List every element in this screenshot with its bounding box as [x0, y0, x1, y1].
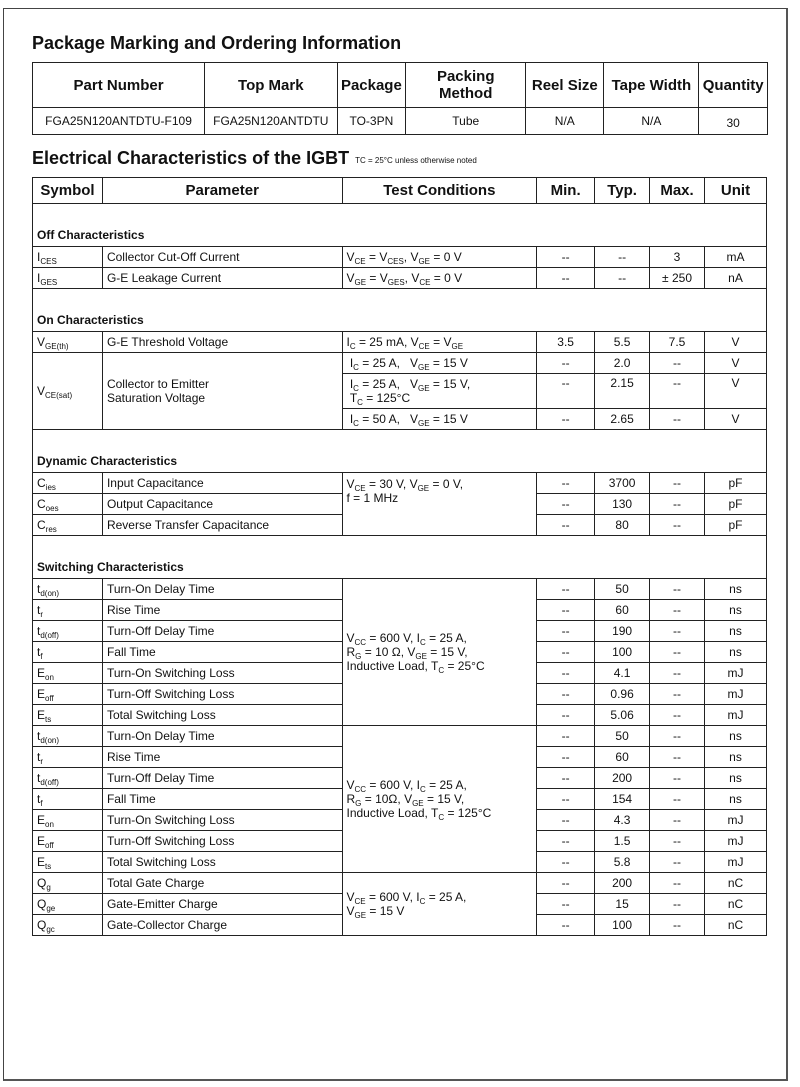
max: --	[650, 579, 705, 600]
typ: 50	[595, 726, 650, 747]
quantity: 30	[699, 108, 768, 135]
parameter: Turn-On Switching Loss	[102, 810, 342, 831]
max: --	[650, 873, 705, 894]
unit: nC	[705, 873, 767, 894]
max: --	[650, 663, 705, 684]
min: --	[537, 621, 595, 642]
test-conditions: $V_{CC} = 600$ V, $I_C = 25$ A, $R_G = 10$ Ω, $V_{GE} = 15$ V, Inductive Load, $T_C = 25^\circ C$	[342, 579, 537, 726]
max: --	[650, 810, 705, 831]
max: --	[650, 494, 705, 515]
unit: V	[705, 353, 767, 374]
typ: 50	[595, 579, 650, 600]
min: --	[537, 374, 595, 409]
test-conditions: $V_{CE} = 30$ V, $V_{GE} = 0$ V, f = 1 MHz	[342, 473, 537, 536]
typ: 100	[595, 915, 650, 936]
symbol: $C_{ies}$	[33, 473, 103, 494]
typ: --	[595, 247, 650, 268]
table-row	[33, 873, 767, 894]
unit: mJ	[705, 831, 767, 852]
typ: 4.1	[595, 663, 650, 684]
max: --	[650, 600, 705, 621]
parameter: Rise Time	[102, 747, 342, 768]
table-row	[33, 579, 767, 600]
tape-width: N/A	[604, 108, 699, 135]
parameter: G-E Threshold Voltage	[102, 332, 342, 353]
symbol: $I_{CES}$	[33, 247, 103, 268]
min: --	[537, 247, 595, 268]
max: --	[650, 409, 705, 430]
group-label: On Characteristics	[33, 289, 767, 332]
typ: 130	[595, 494, 650, 515]
parameter: Total Switching Loss	[102, 705, 342, 726]
table-row	[33, 247, 767, 268]
max: --	[650, 684, 705, 705]
min: --	[537, 831, 595, 852]
unit: mJ	[705, 852, 767, 873]
max: --	[650, 726, 705, 747]
parameter: Total Gate Charge	[102, 873, 342, 894]
min: --	[537, 409, 595, 430]
unit: V	[705, 374, 767, 409]
typ: 3700	[595, 473, 650, 494]
symbol: $t_{d(on)}$	[33, 579, 103, 600]
col-parameter: Parameter	[102, 178, 342, 204]
max: --	[650, 473, 705, 494]
min: 3.5	[537, 332, 595, 353]
max: 7.5	[650, 332, 705, 353]
parameter: Reverse Transfer Capacitance	[102, 515, 342, 536]
group-label: Dynamic Characteristics	[33, 430, 767, 473]
test-conditions: $V_{GE} = V_{GES}$, $V_{CE} = 0$ V	[342, 268, 537, 289]
test-conditions: $V_{CC} = 600$ V, $I_C = 25$ A, $R_G = 10\Omega$, $V_{GE} = 15$ V, Inductive Load, $T_C = 125^\circ C$	[342, 726, 537, 873]
table-row	[33, 473, 767, 494]
symbol: $E_{off}$	[33, 684, 103, 705]
symbol: $E_{off}$	[33, 831, 103, 852]
unit: V	[705, 409, 767, 430]
symbol: $t_f$	[33, 789, 103, 810]
col-quantity: Quantity	[699, 63, 768, 108]
test-conditions: $I_C = 25$ A, $V_{GE} = 15$ V	[342, 353, 537, 374]
min: --	[537, 810, 595, 831]
symbol: $t_f$	[33, 642, 103, 663]
min: --	[537, 705, 595, 726]
unit: nC	[705, 915, 767, 936]
unit: ns	[705, 600, 767, 621]
electrical-title	[32, 148, 477, 169]
typ: --	[595, 268, 650, 289]
symbol: $E_{ts}$	[33, 705, 103, 726]
ordering-title: Package Marking and Ordering Information	[32, 33, 402, 53]
test-conditions: $I_C = 25$ A, $V_{GE} = 15$ V, $T_C = 125^\circ C$	[342, 374, 537, 409]
col-typ: Typ.	[595, 178, 650, 204]
electrical-table	[32, 177, 767, 936]
symbol: $Q_g$	[33, 873, 103, 894]
packing-method-label: Packing Method	[436, 68, 495, 102]
parameter: Output Capacitance	[102, 494, 342, 515]
parameter: Turn-On Switching Loss	[102, 663, 342, 684]
ordering-table	[32, 62, 768, 135]
min: --	[537, 268, 595, 289]
group-dynamic	[33, 430, 767, 473]
unit: V	[705, 332, 767, 353]
test-conditions: $I_C = 25$ mA, $V_{CE} = V_{GE}$	[342, 332, 537, 353]
min: --	[537, 663, 595, 684]
parameter: G-E Leakage Current	[102, 268, 342, 289]
part-number: FGA25N120ANTDTU-F109	[33, 108, 205, 135]
min: --	[537, 747, 595, 768]
unit: mJ	[705, 705, 767, 726]
unit: mJ	[705, 810, 767, 831]
parameter: Turn-Off Switching Loss	[102, 684, 342, 705]
max: --	[650, 374, 705, 409]
min: --	[537, 579, 595, 600]
parameter: Turn-On Delay Time	[102, 726, 342, 747]
symbol: $t_{d(off)}$	[33, 768, 103, 789]
typ: 2.15	[595, 374, 650, 409]
unit: mJ	[705, 684, 767, 705]
typ: 5.5	[595, 332, 650, 353]
typ: 200	[595, 768, 650, 789]
temperature-note: TC = 25°C unless otherwise noted	[355, 156, 477, 165]
unit: ns	[705, 726, 767, 747]
max: --	[650, 515, 705, 536]
parameter: Fall Time	[102, 642, 342, 663]
symbol: $E_{on}$	[33, 663, 103, 684]
min: --	[537, 852, 595, 873]
typ: 100	[595, 642, 650, 663]
max: --	[650, 747, 705, 768]
symbol: $Q_{gc}$	[33, 915, 103, 936]
group-off	[33, 204, 767, 247]
unit: mJ	[705, 663, 767, 684]
max: --	[650, 894, 705, 915]
min: --	[537, 600, 595, 621]
unit: pF	[705, 515, 767, 536]
max: --	[650, 915, 705, 936]
typ: 190	[595, 621, 650, 642]
parameter: Turn-Off Delay Time	[102, 621, 342, 642]
symbol: $t_{d(on)}$	[33, 726, 103, 747]
electrical-title-text: Electrical Characteristics of the IGBT	[32, 148, 350, 168]
unit: pF	[705, 473, 767, 494]
max: ± 250	[650, 268, 705, 289]
parameter: Gate-Collector Charge	[102, 915, 342, 936]
parameter: Turn-On Delay Time	[102, 579, 342, 600]
package: TO-3PN	[337, 108, 406, 135]
col-max: Max.	[650, 178, 705, 204]
unit: ns	[705, 747, 767, 768]
table-row	[33, 726, 767, 747]
min: --	[537, 473, 595, 494]
typ: 200	[595, 873, 650, 894]
parameter: Turn-Off Switching Loss	[102, 831, 342, 852]
min: --	[537, 726, 595, 747]
unit: pF	[705, 494, 767, 515]
symbol: $C_{oes}$	[33, 494, 103, 515]
unit: ns	[705, 789, 767, 810]
test-conditions: $I_C = 50$ A, $V_{GE} = 15$ V	[342, 409, 537, 430]
symbol: $V_{GE(th)}$	[33, 332, 103, 353]
unit: ns	[705, 642, 767, 663]
typ: 5.8	[595, 852, 650, 873]
max: --	[650, 831, 705, 852]
min: --	[537, 494, 595, 515]
symbol: $E_{on}$	[33, 810, 103, 831]
min: --	[537, 642, 595, 663]
packing-method: Tube	[406, 108, 526, 135]
table-row	[33, 353, 767, 374]
typ: 60	[595, 747, 650, 768]
min: --	[537, 353, 595, 374]
symbol: $t_{d(off)}$	[33, 621, 103, 642]
top-mark: FGA25N120ANTDTU	[205, 108, 337, 135]
typ: 0.96	[595, 684, 650, 705]
symbol: $V_{CE(sat)}$	[33, 353, 103, 430]
max: --	[650, 768, 705, 789]
parameter: Collector to Emitter Saturation Voltage	[102, 353, 342, 430]
group-label: Off Characteristics	[33, 204, 767, 247]
typ: 154	[595, 789, 650, 810]
max: --	[650, 621, 705, 642]
electrical-header-row	[33, 178, 767, 204]
col-part-number: Part Number	[33, 63, 205, 108]
max: --	[650, 705, 705, 726]
parameter: Rise Time	[102, 600, 342, 621]
parameter: Turn-Off Delay Time	[102, 768, 342, 789]
symbol: $I_{GES}$	[33, 268, 103, 289]
col-symbol: Symbol	[33, 178, 103, 204]
unit: nA	[705, 268, 767, 289]
min: --	[537, 684, 595, 705]
parameter: Input Capacitance	[102, 473, 342, 494]
symbol: $t_r$	[33, 747, 103, 768]
unit: ns	[705, 768, 767, 789]
ordering-row	[33, 108, 768, 135]
col-min: Min.	[537, 178, 595, 204]
col-tape-width: Tape Width	[604, 63, 699, 108]
col-reel-size: Reel Size	[526, 63, 604, 108]
unit: nC	[705, 894, 767, 915]
group-label: Switching Characteristics	[33, 536, 767, 579]
typ: 15	[595, 894, 650, 915]
col-top-mark: Top Mark	[205, 63, 337, 108]
max: --	[650, 852, 705, 873]
min: --	[537, 515, 595, 536]
min: --	[537, 915, 595, 936]
test-conditions: $V_{CE} = V_{CES}$, $V_{GE} = 0$ V	[342, 247, 537, 268]
ordering-header-row	[33, 63, 768, 108]
col-package: Package	[337, 63, 406, 108]
typ: 2.65	[595, 409, 650, 430]
max: 3	[650, 247, 705, 268]
col-test-conditions: Test Conditions	[342, 178, 537, 204]
min: --	[537, 873, 595, 894]
unit: mA	[705, 247, 767, 268]
min: --	[537, 789, 595, 810]
symbol: $E_{ts}$	[33, 852, 103, 873]
max: --	[650, 789, 705, 810]
typ: 1.5	[595, 831, 650, 852]
parameter: Fall Time	[102, 789, 342, 810]
parameter: Gate-Emitter Charge	[102, 894, 342, 915]
max: --	[650, 353, 705, 374]
unit: ns	[705, 621, 767, 642]
table-row	[33, 268, 767, 289]
typ: 2.0	[595, 353, 650, 374]
symbol: $t_r$	[33, 600, 103, 621]
typ: 4.3	[595, 810, 650, 831]
unit: ns	[705, 579, 767, 600]
typ: 60	[595, 600, 650, 621]
typ: 80	[595, 515, 650, 536]
table-row	[33, 332, 767, 353]
min: --	[537, 894, 595, 915]
parameter: Collector Cut-Off Current	[102, 247, 342, 268]
symbol: $Q_{ge}$	[33, 894, 103, 915]
test-conditions: $V_{CE} = 600$ V, $I_C = 25$ A, $V_{GE} = 15$ V	[342, 873, 537, 936]
max: --	[650, 642, 705, 663]
parameter: Total Switching Loss	[102, 852, 342, 873]
group-on	[33, 289, 767, 332]
group-switching	[33, 536, 767, 579]
col-unit: Unit	[705, 178, 767, 204]
reel-size: N/A	[526, 108, 604, 135]
min: --	[537, 768, 595, 789]
col-packing-method	[406, 63, 526, 108]
symbol: $C_{res}$	[33, 515, 103, 536]
typ: 5.06	[595, 705, 650, 726]
